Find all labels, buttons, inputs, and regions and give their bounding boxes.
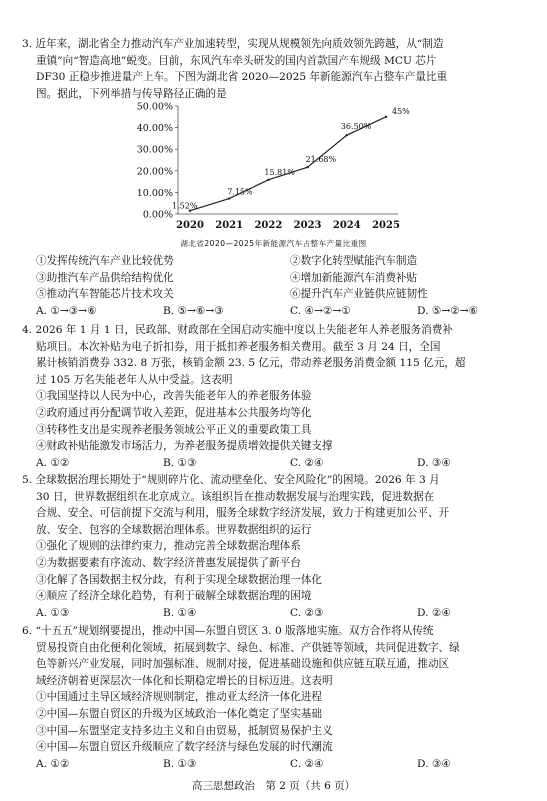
q5-line-3: 合规、安全、可信前提下交流与利用，服务全球数字经济发展，致力于构建更加公平、开: [36, 507, 450, 520]
q3-option-a: A. ①→③→⑥: [36, 304, 97, 317]
q4-line-2: 贴项目。本次补贴为电子折扣券，用于抵扣养老服务相关费用。截至 3 月 24 日，全国: [36, 340, 441, 353]
q5-line-1: 5. 全球数据治理长期处于“规则碎片化、流动壁垒化、安全风险化”的困境。2026 年 3 月: [22, 474, 440, 486]
q3-line-1: 3. 近年来，湖北省全力推动汽车产业加速转型，实现从规模领先向质效领先跨越，从“制造: [22, 38, 444, 50]
y-tick-label: 20.00%: [136, 166, 173, 178]
q3-option-d: D. ⑤→②→⑥: [417, 304, 479, 317]
q6-option-c: C. ②④: [290, 757, 324, 770]
q3-item-4: ④增加新能源汽车消费补贴: [290, 271, 418, 284]
q4-item-3: ③转移性支出是实现养老服务领域公平正义的重要政策工具: [36, 423, 312, 436]
question-4: [22, 322, 534, 471]
q3-item-2: ②数字化转型赋能汽车制造: [290, 255, 418, 267]
q6-option-a: A. ①②: [36, 757, 70, 770]
data-label: 21.68%: [305, 155, 337, 165]
q3-line-2: 重镇”向“智造高地”蜕变。目前，东风汽车牵头研发的国内首款国产车规级 MCU 芯片: [36, 54, 437, 67]
chart-svg: [120, 96, 410, 236]
data-point: [346, 134, 348, 136]
q6-option-d: D. ③④: [417, 757, 451, 770]
x-tick-label: 2021: [215, 220, 244, 231]
question-3: [22, 36, 534, 102]
x-tick-label: 2020: [176, 220, 204, 231]
question-5: [22, 472, 534, 621]
q5-item-2: ②为数据要素有序流动、数字经济普惠发展提供了新平台: [36, 556, 301, 569]
data-label: 36.50%: [340, 122, 372, 132]
q5-option-d: D. ②④: [417, 606, 451, 619]
x-tick-label: 2025: [372, 220, 400, 231]
q3-item-1: ①发挥传统汽车产业比较优势: [36, 255, 174, 267]
data-label: 45%: [392, 106, 410, 116]
chart-caption: 湖北省2020—2025年新能源汽车占整车产量比重图: [180, 239, 367, 248]
data-point: [306, 166, 308, 168]
x-tick-label: 2024: [332, 220, 361, 231]
q4-option-b: B. ①③: [163, 456, 197, 469]
page-footer: 高三思想政治 第 2 页（共 6 页）: [191, 780, 356, 792]
q3-item-5: ⑤推动汽车智能芯片技术攻关: [36, 288, 174, 301]
q3-items: [22, 253, 534, 303]
data-point: [228, 197, 230, 199]
y-tick-label: 40.00%: [136, 123, 173, 135]
q3-line-3: DF30 正稳步推进量产上车。下图为湖北省 2020—2025 年新能源汽车占整车产量比重: [36, 71, 448, 84]
data-label: 15.81%: [264, 167, 295, 177]
line-chart: [120, 96, 410, 236]
data-label: 1.52%: [172, 201, 198, 211]
q4-line-3: 累计核销消费券 332. 8 万张，核销金额 23. 5 亿元，带动养老服务消费金额 115 亿元，超: [36, 357, 466, 370]
q4-option-c: C. ②④: [290, 456, 324, 469]
q4-options: [22, 455, 534, 472]
q6-item-3: ③中国—东盟坚定支持多边主义和自由贸易，抵制贸易保护主义: [36, 724, 333, 737]
q6-line-1: 6. “十五五”规划纲要提出，推动中国—东盟自贸区 3. 0 版落地实施。双方合作将从传统: [22, 625, 434, 637]
q5-item-1: ①强化了规则的法律约束力，推动完善全球数据治理体系: [36, 540, 301, 553]
q6-item-2: ②中国—东盟自贸区的升级为区域政治一体化奠定了坚实基础: [36, 707, 323, 720]
x-tick-label: 2022: [254, 220, 283, 231]
q4-item-2: ②政府通过再分配调节收入差距，促进基本公共服务均等化: [36, 406, 312, 419]
data-label: 7.15%: [227, 187, 253, 197]
q5-line-2: 30 日，世界数据组织在北京成立。该组织旨在推动数据发展与治理实践，促进数据在: [36, 490, 435, 503]
q3-options: [22, 303, 534, 320]
q4-option-a: A. ①②: [36, 456, 70, 469]
q3-option-c: C. ④→②→①: [290, 304, 351, 317]
y-tick-label: 30.00%: [136, 144, 173, 156]
q3-item-6: ⑥提升汽车产业链供应链韧性: [290, 288, 428, 301]
q4-line-4: 过 105 万名失能老年人从中受益。这表明: [36, 373, 233, 386]
q5-option-a: A. ①③: [36, 606, 70, 619]
q6-line-4: 域经济朝着更深层次一体化和长期稳定增长的目标迈进。这表明: [36, 674, 333, 687]
question-3-items: [22, 253, 534, 319]
q4-item-4: ④财政补贴能激发市场活力，为养老服务提质增效提供关键支撑: [36, 440, 333, 453]
q4-option-d: D. ③④: [417, 456, 451, 469]
q3-line-4: 图。据此，下列举措与传导路径正确的是: [36, 87, 227, 100]
question-6: [22, 623, 534, 772]
q6-item-1: ①中国通过主导区域经济规则制定，推动亚太经济一体化进程: [36, 691, 323, 704]
data-point: [267, 179, 269, 181]
q5-option-c: C. ②③: [290, 606, 324, 619]
q3-option-b: B. ⑤→⑥→③: [163, 304, 224, 317]
y-tick-label: 10.00%: [136, 187, 173, 199]
q5-item-4: ④顺应了经济全球化趋势，有利于破解全球数据治理的困境: [36, 590, 312, 603]
q6-line-3: 色等新兴产业发展，同时加强标准、规制对接，促进基础设施和供应链互联互通，推动区: [36, 658, 450, 671]
q3-item-3: ③助推汽车产品供给结构优化: [36, 271, 174, 284]
q5-line-4: 放、安全、包容的全球数据治理体系。世界数据组织的运行: [36, 523, 312, 536]
q5-option-b: B. ①④: [163, 606, 197, 619]
q5-item-3: ③化解了各国数据主权分歧，有利于实现全球数据治理一体化: [36, 573, 323, 586]
q6-options: [22, 756, 534, 773]
x-tick-label: 2023: [293, 220, 322, 231]
q6-option-b: B. ①③: [163, 757, 197, 770]
q6-line-2: 贸易投资自由化便利化领域，拓展到数字、绿色、标准、产供链等领域，共同促进数字、绿: [36, 641, 460, 654]
q5-options: [22, 605, 534, 622]
y-tick-label: 0.00%: [142, 209, 173, 221]
q4-item-1: ①我国坚持以人民为中心，改善失能老年人的养老服务体验: [36, 390, 312, 403]
y-tick-label: 50.00%: [136, 101, 173, 113]
q4-line-1: 4. 2026 年 1 月 1 日，民政部、财政部在全国启动实施中度以上失能老年人养老服务消费补: [22, 324, 453, 336]
q6-item-4: ④中国—东盟自贸区升级顺应了数字经济与绿色发展的时代潮流: [36, 741, 333, 754]
data-point: [385, 116, 387, 118]
